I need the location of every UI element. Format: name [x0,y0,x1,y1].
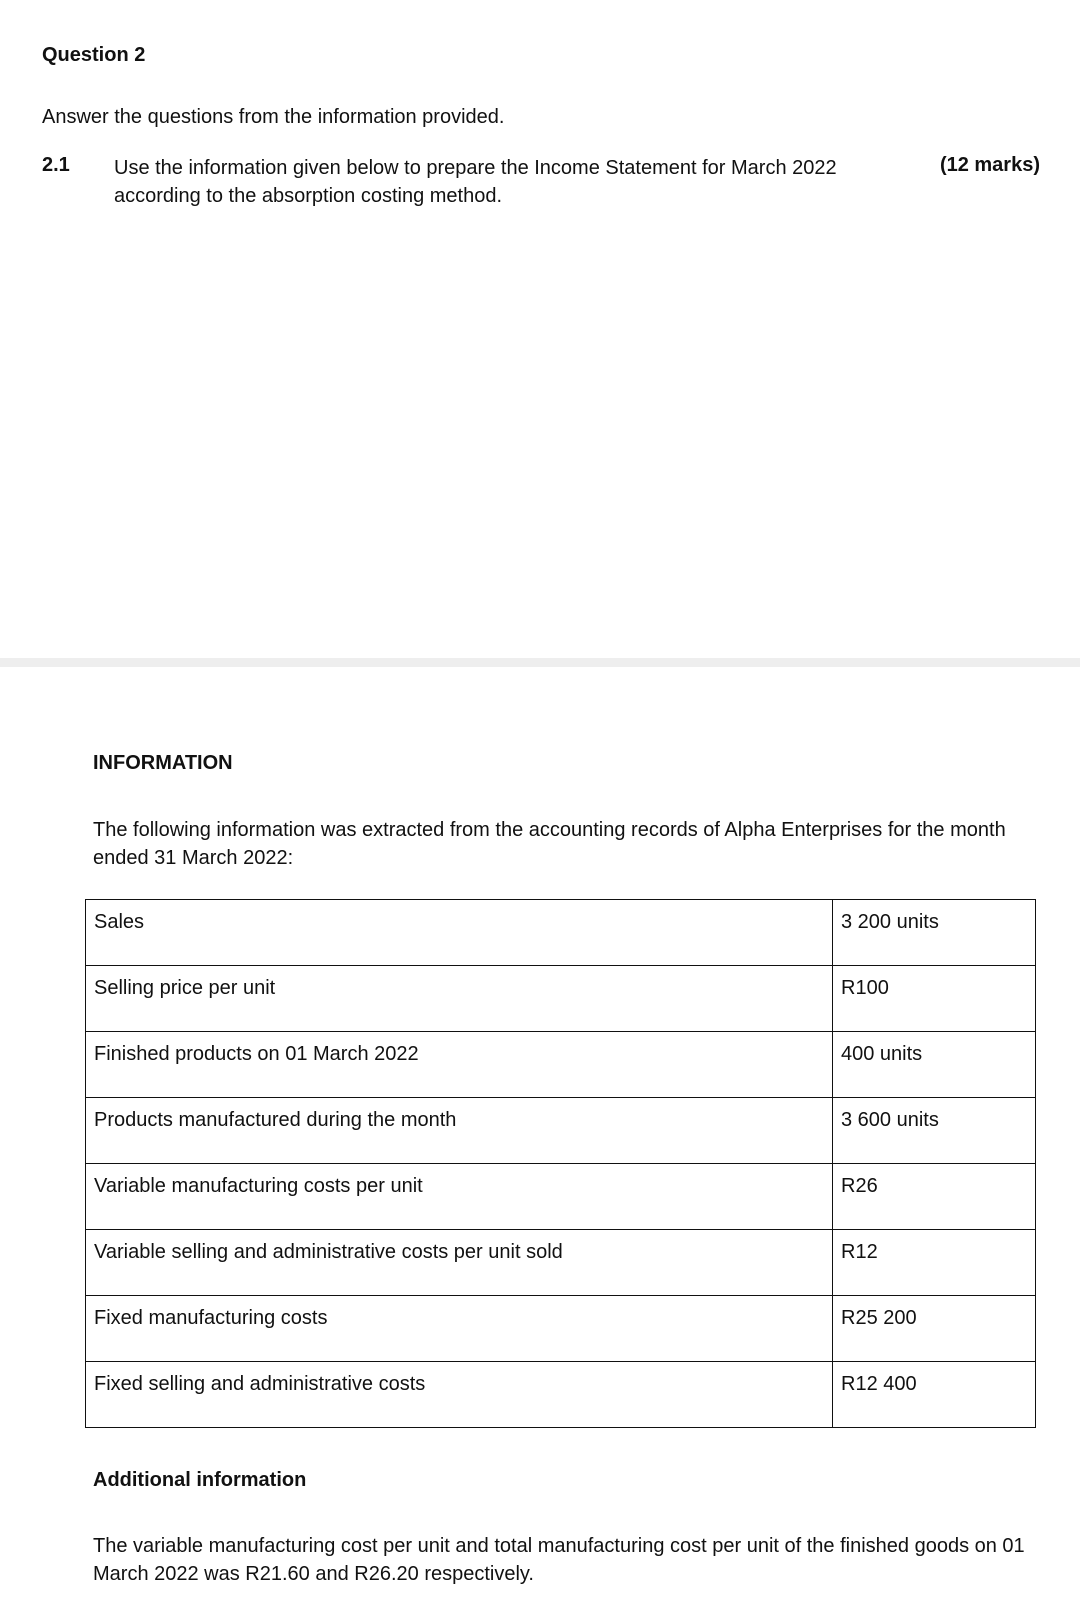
row-label: Sales [86,900,833,966]
row-value: 3 200 units [833,900,1036,966]
row-value: 400 units [833,1032,1036,1098]
table-row [86,1098,1036,1164]
table-row [86,1032,1036,1098]
row-value: R12 [833,1230,1036,1296]
row-value: R26 [833,1164,1036,1230]
row-label: Variable selling and administrative costs per unit sold [86,1230,833,1296]
table-row [86,1164,1036,1230]
row-value: R12 400 [833,1362,1036,1428]
information-table [85,899,1036,1428]
question-intro: Answer the questions from the information provided. [42,106,505,128]
row-label: Selling price per unit [86,966,833,1032]
table-row [86,1362,1036,1428]
additional-info-text: The variable manufacturing cost per unit and total manufacturing cost per unit of the finished goods on 01 March 2022 was R21.60 and R26.20 respectively. [93,1535,1025,1585]
information-heading: INFORMATION [93,752,233,774]
table-row [86,900,1036,966]
row-label: Variable manufacturing costs per unit [86,1164,833,1230]
table-row [86,1230,1036,1296]
additional-info-heading: Additional information [93,1469,307,1491]
table-row [86,966,1036,1032]
row-label: Fixed selling and administrative costs [86,1362,833,1428]
information-text: The following information was extracted from the accounting records of Alpha Enterprises for the month ended 31 March 2022: [93,819,1006,869]
marks-label: (12 marks) [939,154,1040,176]
row-label: Fixed manufacturing costs [86,1296,833,1362]
table-row [86,1296,1036,1362]
section-divider [0,658,1080,667]
question-title: Question 2 [42,44,146,66]
row-label: Finished products on 01 March 2022 [86,1032,833,1098]
row-value: 3 600 units [833,1098,1036,1164]
sub-question-text: Use the information given below to prepare the Income Statement for March 2022 according to the absorption costing method. [114,157,837,207]
sub-question-number: 2.1 [42,154,70,176]
row-value: R25 200 [833,1296,1036,1362]
row-value: R100 [833,966,1036,1032]
row-label: Products manufactured during the month [86,1098,833,1164]
